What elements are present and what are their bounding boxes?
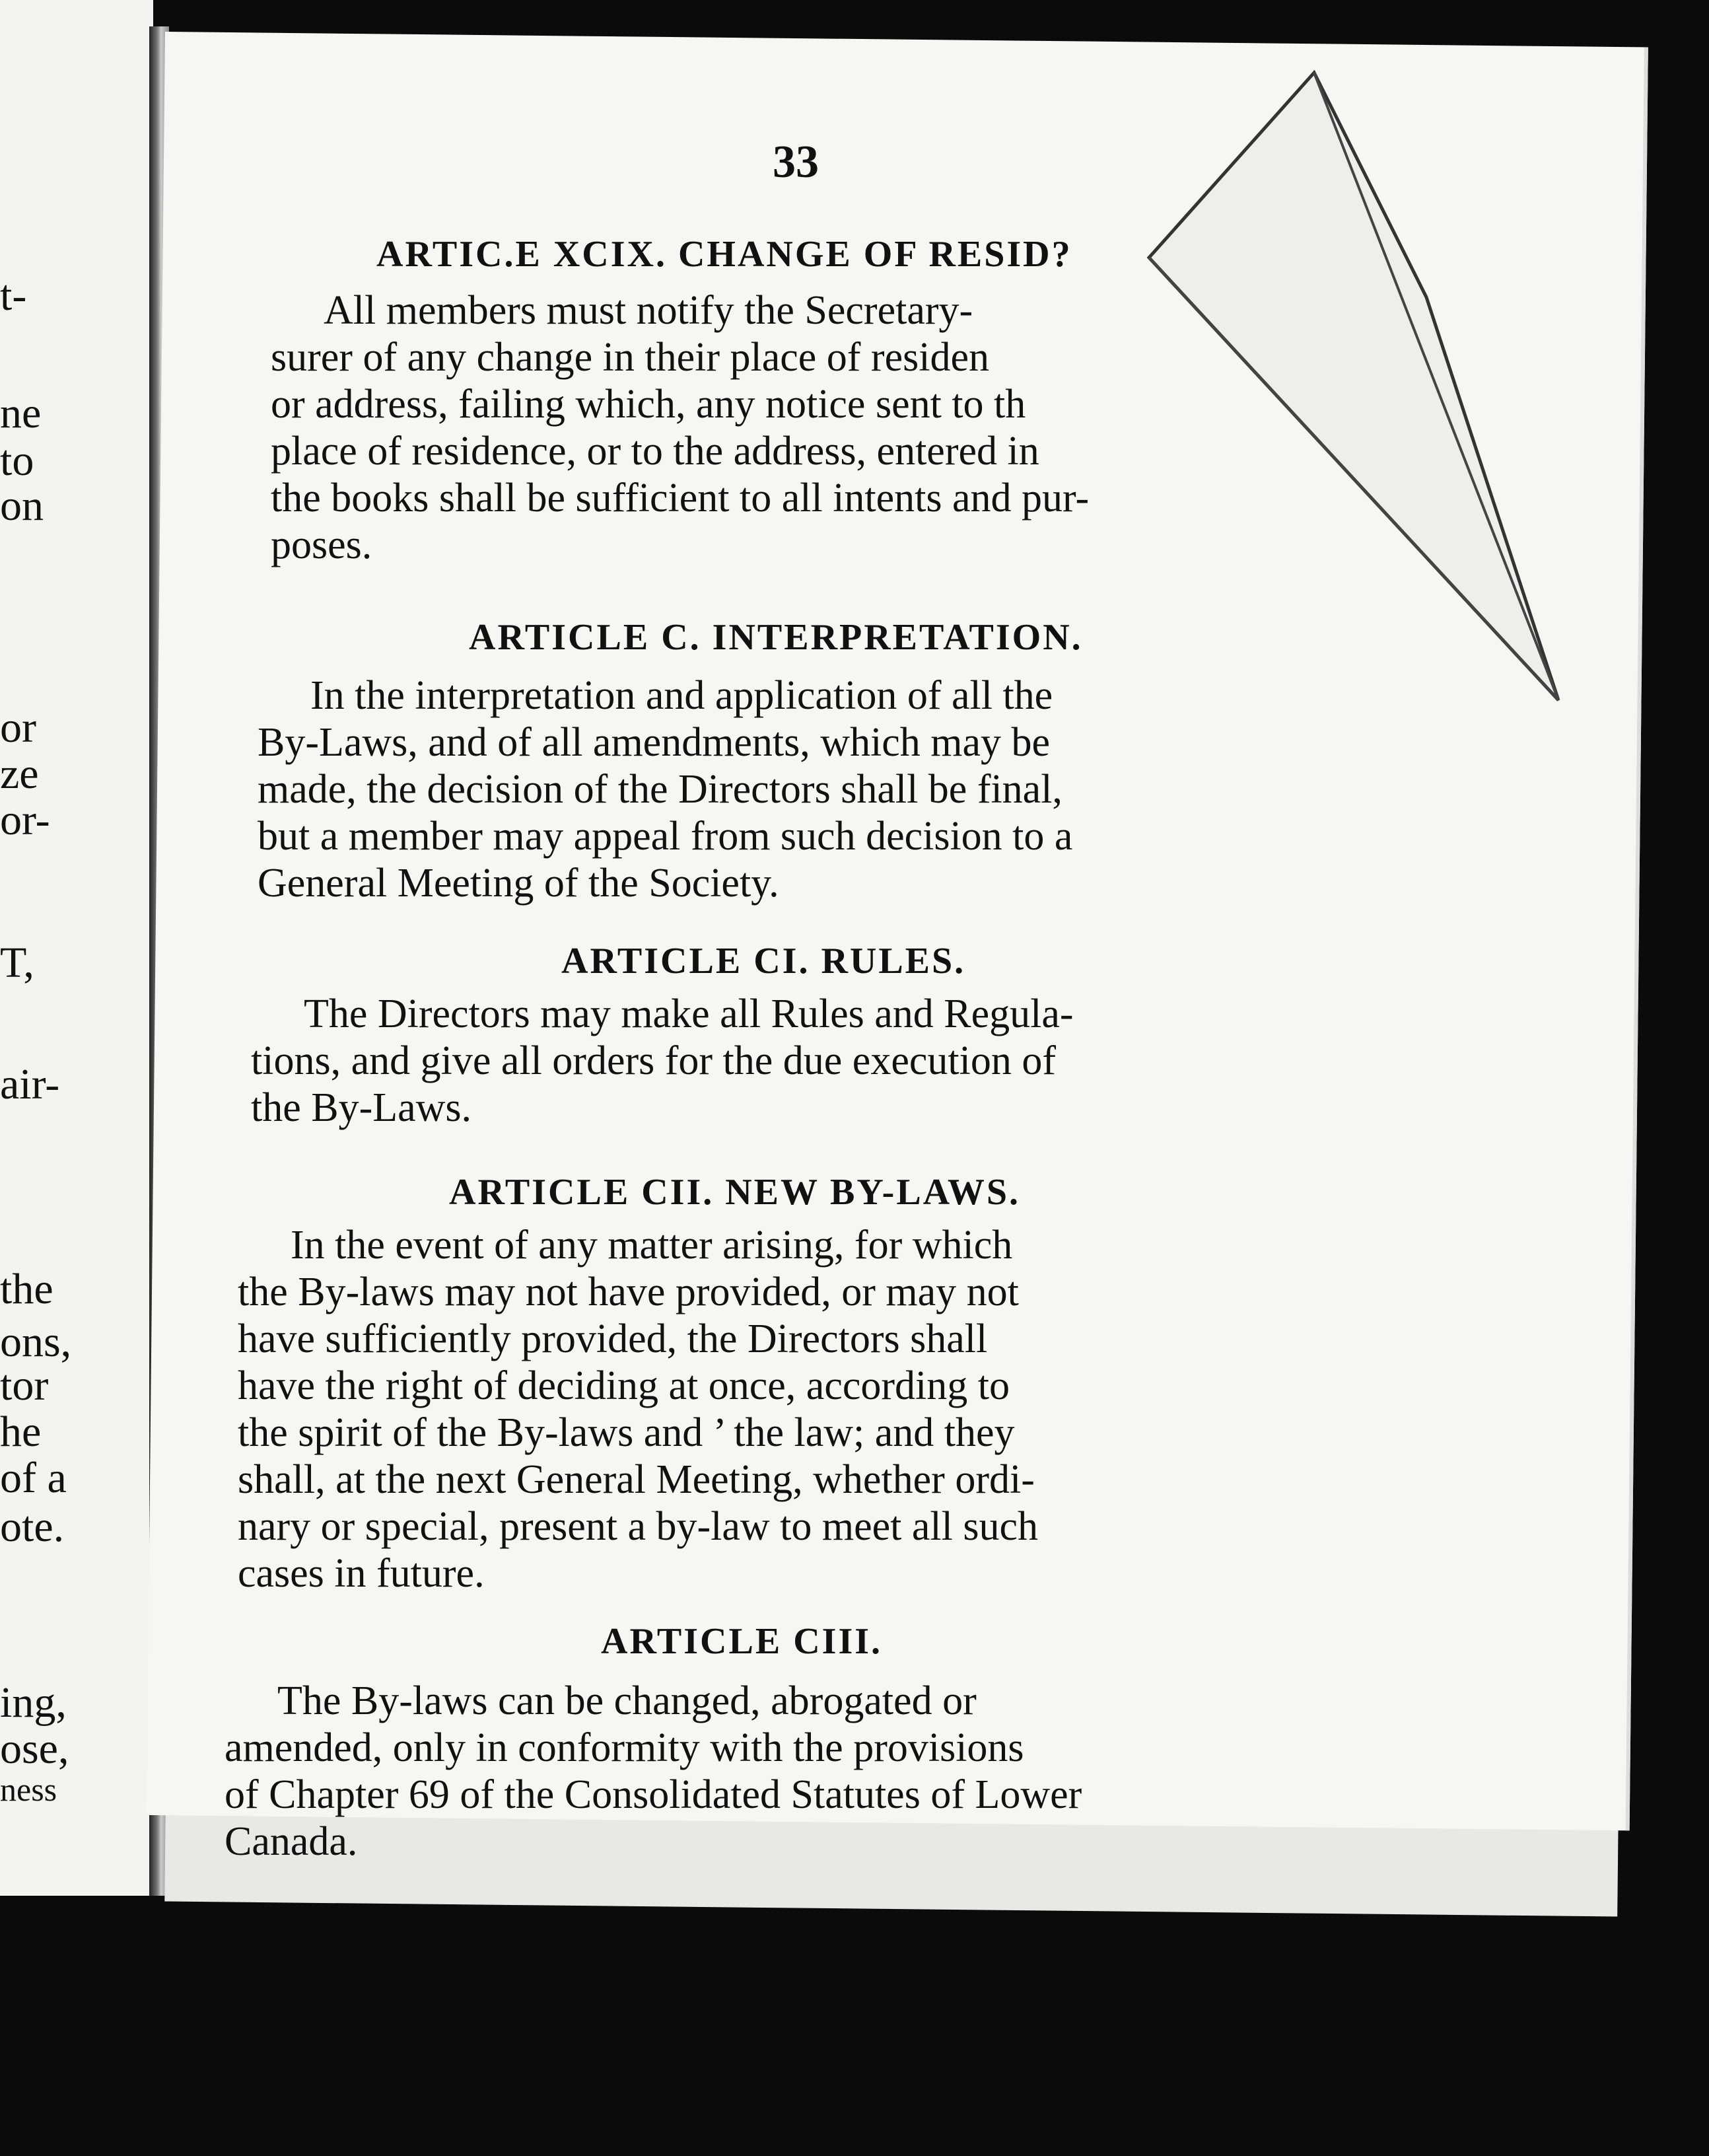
text-line: The By-laws can be changed, abrogated or: [277, 1678, 977, 1723]
left-page-fragment: or-: [0, 796, 50, 844]
text-line: poses.: [271, 522, 372, 567]
left-page-fragment: ose,: [0, 1725, 69, 1773]
article-body: [238, 1222, 1281, 1597]
article-heading: ARTICLE CIII.: [601, 1621, 883, 1662]
left-page-fragment: ote.: [0, 1503, 65, 1551]
left-page-fragment: ons,: [0, 1318, 72, 1366]
text-line: but a member may appeal from such decision to a: [258, 814, 1073, 859]
text-line: of Chapter 69 of the Consolidated Statutes of Lower: [225, 1772, 1082, 1817]
text-line: or address, failing which, any notice sent to th: [271, 382, 1026, 427]
left-page-fragment: tor: [0, 1361, 49, 1410]
left-page-fragment: ness: [0, 1771, 57, 1808]
text-line: the By-Laws.: [251, 1085, 472, 1130]
text-line: nary or special, present a by-law to meet all such: [238, 1504, 1038, 1549]
text-line: All members must notify the Secretary-: [324, 288, 973, 333]
left-page-fragment: air-: [0, 1060, 60, 1108]
left-page-fragment: or: [0, 703, 36, 752]
article-body: [258, 672, 1301, 907]
article-heading: ARTICLE CII. NEW BY-LAWS.: [449, 1172, 1021, 1213]
left-page-fragment: ne: [0, 389, 42, 437]
text-line: surer of any change in their place of residen: [271, 335, 989, 380]
text-line: amended, only in conformity with the provisions: [225, 1725, 1024, 1770]
page-number: 33: [773, 137, 819, 188]
text-line: In the event of any matter arising, for which: [291, 1223, 1013, 1268]
left-page-fragment: t-: [0, 271, 27, 320]
article-heading: ARTICLE CI. RULES.: [561, 941, 966, 982]
left-page-fragment: the: [0, 1265, 53, 1313]
text-line: have sufficiently provided, the Directors shall: [238, 1316, 988, 1361]
text-line: General Meeting of the Society.: [258, 861, 779, 906]
text-line: place of residence, or to the address, entered in: [271, 429, 1039, 474]
text-line: shall, at the next General Meeting, whether ordi-: [238, 1457, 1035, 1502]
text-line: By-Laws, and of all amendments, which may be: [258, 720, 1051, 765]
left-page-fragment: T,: [0, 939, 34, 987]
text-line: the books shall be sufficient to all intents and pur-: [271, 476, 1090, 521]
article-body: [225, 1678, 1268, 1865]
article-body: [271, 287, 1314, 569]
text-line: tions, and give all orders for the due execution of: [251, 1038, 1056, 1083]
text-line: have the right of deciding at once, according to: [238, 1363, 1010, 1408]
text-line: Canada.: [225, 1819, 358, 1864]
left-page-fragment: of a: [0, 1454, 67, 1502]
article-body: [251, 991, 1294, 1132]
text-line: made, the decision of the Directors shall be final,: [258, 767, 1063, 812]
text-line: The Directors may make all Rules and Regula-: [304, 991, 1074, 1036]
text-line: the By-laws may not have provided, or may not: [238, 1270, 1019, 1314]
left-page-fragment: he: [0, 1408, 42, 1456]
left-page-edge: [0, 0, 153, 1896]
article-heading: ARTICLE C. INTERPRETATION.: [469, 617, 1083, 658]
left-page-fragment: to: [0, 437, 34, 485]
text-line: the spirit of the By-laws and ’ the law; and they: [238, 1410, 1015, 1455]
left-page-fragment: on: [0, 482, 44, 530]
text-line: In the interpretation and application of all the: [310, 673, 1053, 718]
left-page-fragment: ze: [0, 750, 39, 798]
article-heading: ARTIC​.E XCIX. CHANGE OF RESID?: [376, 234, 1072, 275]
text-line: cases in future.: [238, 1551, 485, 1596]
left-page-fragment: ing,: [0, 1678, 67, 1727]
